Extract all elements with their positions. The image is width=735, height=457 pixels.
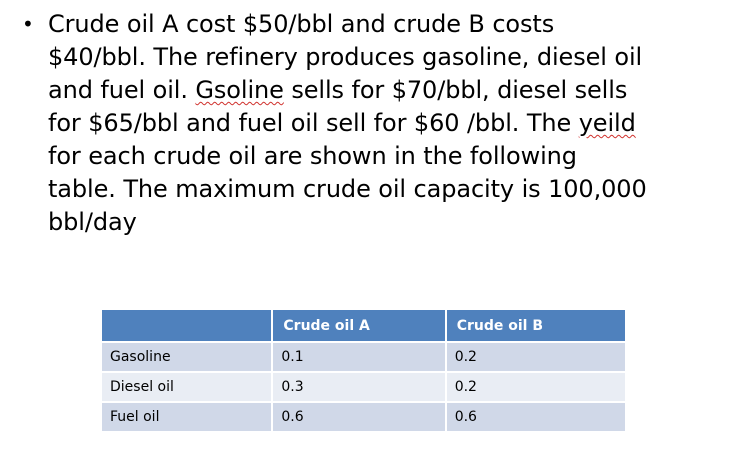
statement-line-1: Crude oil A cost $50/bbl and crude B costs [48,10,555,38]
statement-line-4 [48,107,725,140]
slide-text-block [20,8,725,239]
statement-line-3 [48,74,725,107]
yield-cell: 0.3 [272,372,445,402]
misspelled-word-yeild: yeild [578,109,636,137]
table-row [101,342,626,372]
table-row [101,402,626,432]
statement-line-3-end: sells for $70/bbl, diesel sells [283,76,628,104]
product-cell: Diesel oil [101,372,272,402]
problem-statement [48,8,725,239]
product-cell: Gasoline [101,342,272,372]
statement-line-5: for each crude oil are shown in the following [48,142,577,170]
bullet-dot-icon: • [22,12,34,36]
header-cell-crude-a: Crude oil A [272,309,445,342]
yield-cell: 0.6 [272,402,445,432]
statement-line-7: bbl/day [48,208,137,236]
statement-line-4-start: for $65/bbl and fuel oil sell for $60 /bbl. The [48,109,579,137]
misspelled-word-gsoline: Gsoline [195,76,284,104]
header-cell-crude-b: Crude oil B [446,309,626,342]
yield-cell: 0.6 [446,402,626,432]
yield-cell: 0.2 [446,342,626,372]
statement-line-6: table. The maximum crude oil capacity is 100,000 [48,175,647,203]
statement-line-3-start: and fuel oil. [48,76,196,104]
yield-cell: 0.1 [272,342,445,372]
yield-cell: 0.2 [446,372,626,402]
table-row [101,372,626,402]
product-cell: Fuel oil [101,402,272,432]
bullet-paragraph [20,8,725,239]
yield-table [100,308,627,433]
statement-line-2: $40/bbl. The refinery produces gasoline, diesel oil [48,43,643,71]
table-header-row [101,309,626,342]
header-cell-blank [101,309,272,342]
